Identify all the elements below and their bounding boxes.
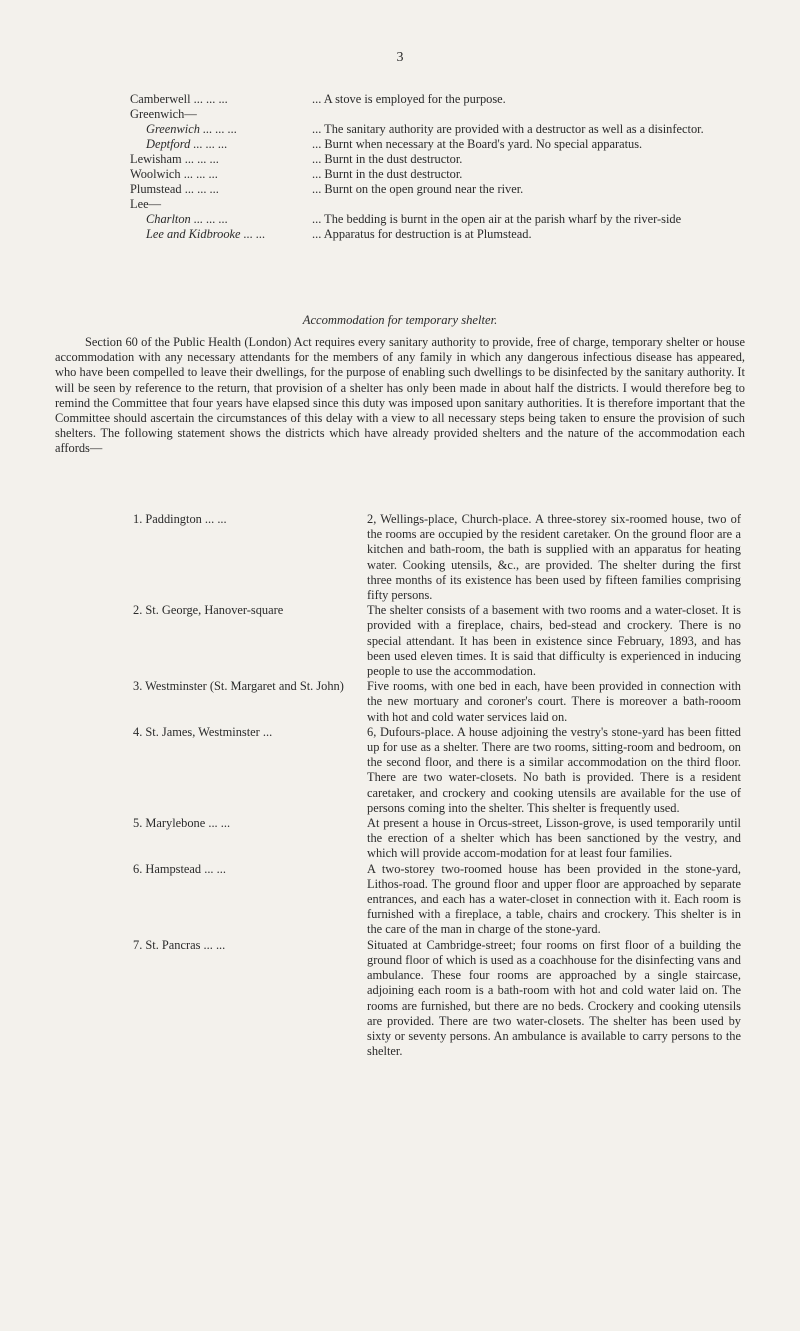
list-item: [133, 862, 741, 938]
district-label: 5. Marylebone ... ...: [133, 816, 231, 831]
list-item: [133, 938, 741, 1060]
district-label: Lee—: [130, 197, 161, 211]
district-text: ... Apparatus for destruction is at Plumstead.: [312, 227, 532, 241]
shelter-list: [133, 512, 741, 1059]
district-text: [312, 197, 745, 212]
district-text: ... Burnt on the open ground near the river.: [312, 182, 524, 196]
district-text: Situated at Cambridge-street; four rooms on first floor of a building the ground floor of which is used as a coachhouse for the disinfecting vans and ambulance. These four rooms are approached by a single staircase, adjoining each room is a bath-room with hot and cold water laid on. The rooms are furnished, but there are no beds. Crockery and cooking utensils are provided. There are two water-closets. The shelter has been used by sixty or seventy persons. An ambulance is available to carry persons to the shelter.: [367, 937, 741, 1059]
district-label: 1. Paddington ... ...: [133, 512, 227, 526]
list-item: [130, 152, 745, 167]
district-label: 7. St. Pancras ... ...: [133, 937, 226, 952]
list-item: [133, 725, 741, 816]
list-item: [130, 137, 745, 152]
district-label: Plumstead ... ... ...: [130, 182, 219, 196]
district-label: 3. Westminster (St. Margaret and St. John): [133, 679, 344, 694]
list-item: [130, 197, 745, 212]
list-item: [130, 227, 745, 242]
district-label: 6. Hampstead ... ...: [133, 861, 226, 876]
district-text: 6, Dufours-place. A house adjoining the vestry's stone-yard has been fitted up for use as a shelter. There are two rooms, sitting-room and bedroom, on the second floor, and there is a similar accommodation on the third floor. There are two water-closets. No bath is provided. There is a resident caretaker, and crockery and cooking utensils are available for the use of persons coming into the shelter. This shelter is frequently used.: [367, 724, 741, 815]
district-label: Woolwich ... ... ...: [130, 167, 218, 181]
district-label: Lewisham ... ... ...: [130, 152, 219, 166]
disposal-list: [130, 92, 745, 242]
page-number: 3: [396, 50, 404, 65]
list-item: [133, 512, 741, 603]
district-text: ... A stove is employed for the purpose.: [312, 92, 506, 106]
district-text: Five rooms, with one bed in each, have been provided in connection with the new mortuary and coroner's court. There is moreover a bath-rooom with hot and cold water services laid on.: [367, 679, 741, 724]
district-text: The shelter consists of a basement with two rooms and a water-closet. It is provided with a fireplace, chairs, bed-stead and crockery. There is no special attendant. It has been in existence since February, 1893, and has been used eleven times. It is said that difficulty is experienced in inducing people to use the accommodation.: [367, 603, 741, 679]
body-paragraph: Section 60 of the Public Health (London) Act requires every sanitary authority to provide, free of charge, temporary shelter or house accommodation with any necessary attendants for the members of any family in which any dangerous infectious disease has appeared, who have been compelled to leave their dwellings, for the purpose of enabling such dwellings to be disinfected by the sanitary authority. It will be seen by reference to the return, that provision of a shelter has only been made in about half the districts. I would therefore beg to remind the Committee that four years have elapsed since this duty was imposed upon sanitary authorities. It is therefore important that the Committee should ascertain the circumstances of this delay with a view to all necessary steps being taken to ensure the provision of such shelters. The following statement shows the districts which have already provided shelters and the nature of the accommodation each affords—: [55, 335, 745, 456]
district-label: Greenwich—: [130, 107, 197, 121]
list-item: [130, 122, 745, 137]
district-label: Greenwich ... ... ...: [146, 122, 238, 136]
district-text: ... The bedding is burnt in the open air at the parish wharf by the river-side: [312, 212, 682, 226]
district-text: ... The sanitary authority are provided with a destructor as well as a disinfector.: [312, 122, 704, 136]
district-text: [312, 107, 745, 122]
district-label: 2. St. George, Hanover-square: [133, 603, 284, 618]
district-text: 2, Wellings-place, Church-place. A three-storey six-roomed house, two of the rooms are occupied by the resident caretaker. On the ground floor are a kitchen and bath-room, the bath is supplied with an apparatus for heating water. Cooking utensils, &c., are provided. The shelter during the first three months of its existence has been used by fifteen families comprising fifty persons.: [367, 512, 741, 603]
district-text: At present a house in Orcus-street, Lisson-grove, is used temporarily until the erection of a shelter which has been sanctioned by the vestry, and which will provide accom-modation for at least four families.: [367, 816, 741, 861]
list-item: [133, 816, 741, 862]
list-item: [130, 107, 745, 122]
district-text: ... Burnt in the dust destructor.: [312, 167, 463, 181]
list-item: [133, 603, 741, 679]
district-text: ... Burnt when necessary at the Board's yard. No special apparatus.: [312, 137, 643, 151]
district-label: Charlton ... ... ...: [146, 212, 228, 226]
district-text: A two-storey two-roomed house has been provided in the stone-yard, Lithos-road. The ground floor and upper floor are approached by separate entrances, and each has a water-closet in connection with it. Each room is furnished with a fireplace, a table, chairs and crockery. This shelter is in the care of the man in charge of the stone-yard.: [367, 861, 741, 937]
district-label: Camberwell ... ... ...: [130, 92, 228, 106]
district-label: 4. St. James, Westminster ...: [133, 724, 273, 739]
list-item: [133, 679, 741, 725]
list-item: [130, 167, 745, 182]
list-item: [130, 212, 745, 227]
list-item: [130, 92, 745, 107]
district-text: ... Burnt in the dust destructor.: [312, 152, 463, 166]
list-item: [130, 182, 745, 197]
district-label: Deptford ... ... ...: [146, 137, 228, 151]
section-heading: Accommodation for temporary shelter.: [302, 313, 498, 327]
district-label: Lee and Kidbrooke ... ...: [146, 227, 266, 241]
